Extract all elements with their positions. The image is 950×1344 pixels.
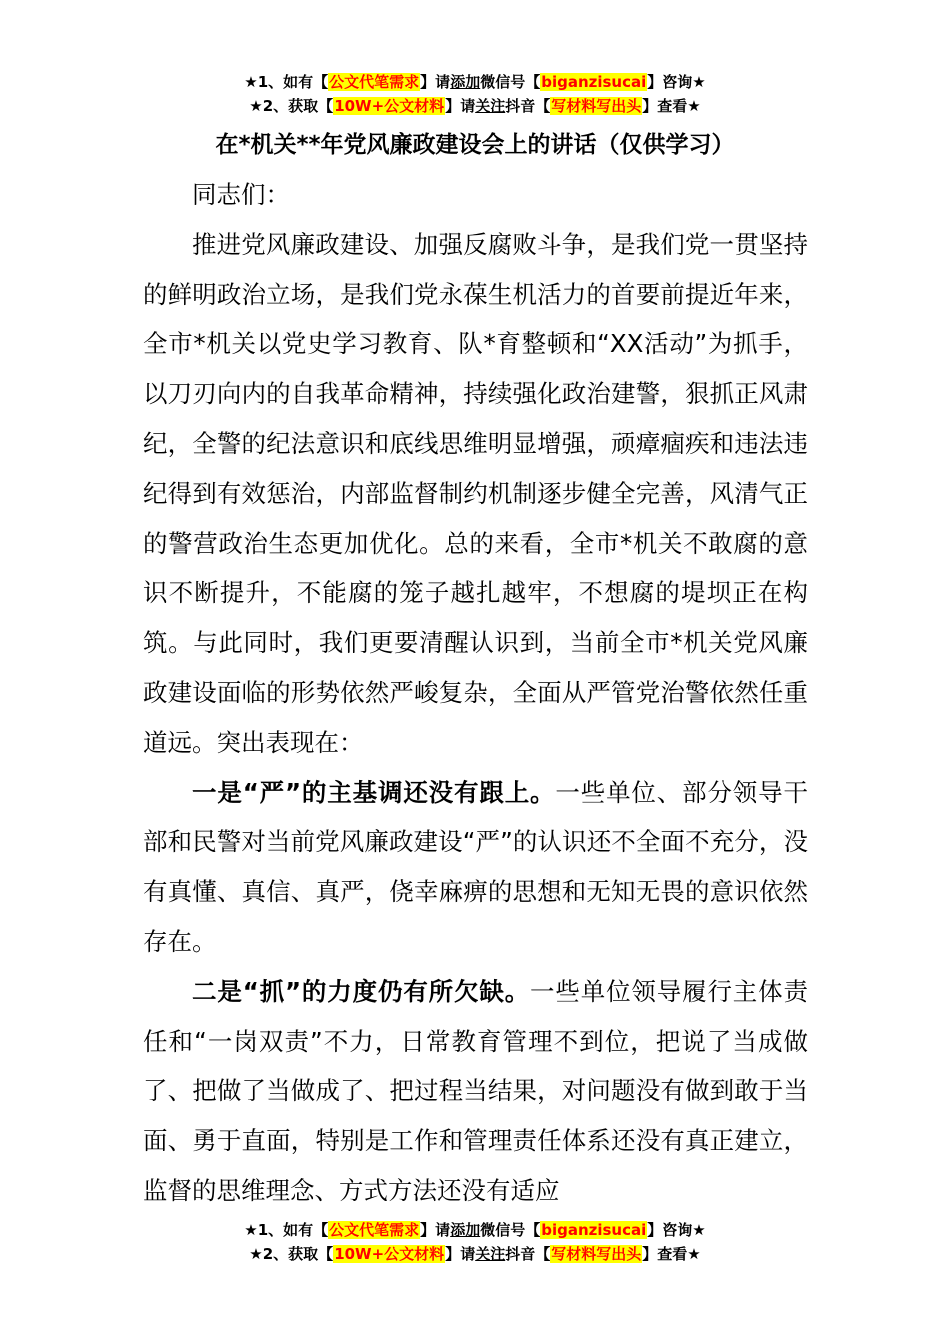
promo-text: 】咨询★ <box>647 1221 706 1239</box>
promo-underlined-text: 添加 <box>450 1221 481 1239</box>
promo-text: 抖音【 <box>505 97 551 115</box>
paragraph-3-lead: 二是“抓”的力度仍有所欠缺。 <box>192 976 531 1006</box>
promo-text: 】查看★ <box>642 97 701 115</box>
promo-wechat-id: biganzisucai <box>541 73 647 91</box>
promo-text: 微信号【 <box>480 1221 541 1239</box>
promo-text: 】请 <box>445 1245 476 1263</box>
promo-text: 】请 <box>420 73 451 91</box>
promo-underlined-text: 关注 <box>475 97 506 115</box>
promo-douyin-account: 写材料写出头 <box>551 1245 642 1263</box>
promo-highlight: 10W+公文材料 <box>334 97 445 115</box>
promo-underlined-text: 添加 <box>450 73 481 91</box>
greeting: 同志们： <box>192 180 290 209</box>
paragraph-2-lead: 一是“严”的主基调还没有跟上。 <box>192 777 556 807</box>
promo-text: 抖音【 <box>505 1245 551 1263</box>
promo-line-2 <box>0 94 950 118</box>
document-title: 在*机关**年党风廉政建设会上的讲话（仅供学习） <box>215 132 735 158</box>
promo-banner-top <box>0 70 950 118</box>
promo-line-1 <box>0 1218 950 1242</box>
paragraph-1: 推进党风廉政建设、加强反腐败斗争，是我们党一贯坚持的鲜明政治立场，是我们党永葆生机活力的首要前提近年来，全市*机关以党史学习教育、队*育整顿和“XX活动”为抓手，以刀刃向内的自我革命精神，持续强化政治建警，狠抓正风肃纪，全警的纪法意识和底线思维明显增强，顽瘴痼疾和违法违纪得到有效惩治，内部监督制约机制逐步健全完善，风清气正的警营政治生态更加优化。总的来看，全市*机关不敢腐的意识不断提升，不能腐的笼子越扎越牢，不想腐的堤坝正在构筑。与此同时，我们更要清醒认识到，当前全市*机关党风廉政建设面临的形势依然严峻复杂，全面从严管党治警依然任重道远。突出表现在： <box>143 229 808 757</box>
promo-text: 】咨询★ <box>647 73 706 91</box>
paragraph-3 <box>143 967 808 1216</box>
promo-highlight: 10W+公文材料 <box>334 1245 445 1263</box>
promo-underlined-text: 关注 <box>475 1245 506 1263</box>
promo-text: 微信号【 <box>480 73 541 91</box>
document-body <box>143 170 808 1216</box>
promo-highlight: 公文代笔需求 <box>329 73 420 91</box>
promo-text: ★2、获取【 <box>249 1245 334 1263</box>
promo-text: 】查看★ <box>642 1245 701 1263</box>
promo-line-1 <box>0 70 950 94</box>
paragraph-3-text: 一些单位领导履行主体责任和“一岗双责”不力，日常教育管理不到位，把说了当成做了、把做了当做成了、把过程当结果，对问题没有做到敢于当面、勇于直面，特别是工作和管理责任体系还没有真正建立，监督的思维理念、方式方法还没有适应 <box>143 976 809 1205</box>
paragraph-2 <box>143 768 808 967</box>
promo-text: ★2、获取【 <box>249 97 334 115</box>
promo-text: 】请 <box>420 1221 451 1239</box>
promo-text: ★1、如有【 <box>244 1221 329 1239</box>
promo-line-2 <box>0 1242 950 1266</box>
promo-text: ★1、如有【 <box>244 73 329 91</box>
promo-douyin-account: 写材料写出头 <box>551 97 642 115</box>
paragraph-2-text: 一些单位、部分领导干部和民警对当前党风廉政建设“严”的认识还不全面不充分，没有真懂、真信、真严，侥幸麻痹的思想和无知无畏的意识依然存在。 <box>143 777 809 956</box>
promo-text: 】请 <box>445 97 476 115</box>
promo-wechat-id: biganzisucai <box>541 1221 647 1239</box>
promo-highlight: 公文代笔需求 <box>329 1221 420 1239</box>
promo-banner-bottom <box>0 1218 950 1266</box>
